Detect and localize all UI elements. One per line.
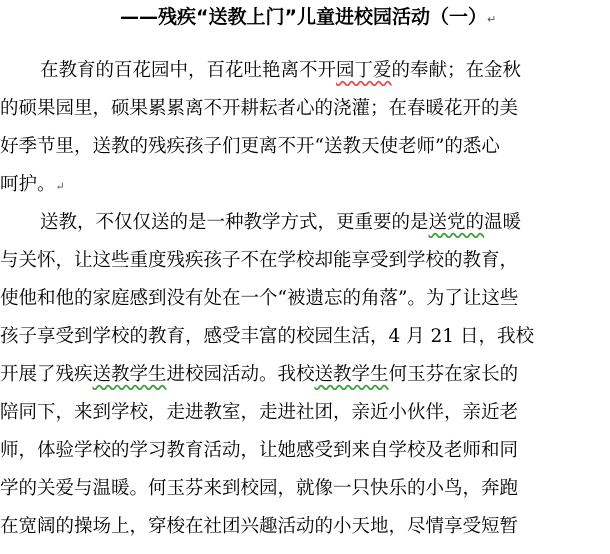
text-run: 在宽阔的操场上，穿梭在社团兴趣活动的小天地，尽情享受短暂 (0, 516, 519, 537)
text-line (0, 398, 610, 428)
text-run: 开展了残疾 (0, 364, 93, 385)
text-run: 陪同下，来到学校，走进教室，走进社团，亲近小伙伴，亲近老 (0, 402, 519, 423)
text-line (0, 360, 610, 390)
spellcheck-underlined-text: 送党的 (428, 212, 485, 233)
text-run: 进校园活动。我校 (166, 364, 315, 385)
text-run: 何玉芬在家长的 (388, 364, 519, 385)
text-line (0, 132, 610, 162)
spellcheck-underlined-text: 送教学生 (314, 364, 389, 385)
text-line (0, 94, 610, 124)
paragraph-mark-icon: ↵ (486, 13, 497, 26)
text-run: 与关怀，让这些重度残疾孩子不在学校却能享受到学校的教育， (0, 250, 519, 271)
text-run: 学的关爱与温暖。何玉芬来到校园，就像一只快乐的小鸟，奔跑 (0, 478, 519, 499)
text-run: 在教育的百花园中，百花吐艳离不开 (40, 60, 337, 81)
text-line (0, 208, 610, 238)
text-run: 使他和他的家庭感到没有处在一个“被遗忘的角落”。为了让这些 (0, 288, 519, 309)
text-run: 的硕果园里，硕果累累离不开耕耘者心的浇灌；在春暖花开的美 (0, 98, 519, 119)
text-line (0, 170, 610, 200)
text-run: 孩子享受到学校的教育，感受丰富的校园生活，4 月 21 日，我校 (0, 326, 534, 347)
text-line (0, 56, 610, 86)
text-run: 送教，不仅仅送的是一种教学方式，更重要的是 (40, 212, 429, 233)
spellcheck-underlined-text: 园丁爱 (336, 60, 392, 81)
document-title (120, 4, 600, 33)
text-line (0, 284, 610, 314)
text-run: 的奉献；在金秋 (391, 60, 522, 81)
text-line (0, 474, 610, 504)
text-run: 好季节里，送教的残疾孩子们更离不开“送教天使老师”的悉心 (0, 136, 500, 157)
text-run: 温暖 (484, 212, 522, 233)
text-run: 师，体验学校的学习教育活动，让她感受到来自学校及老师和同 (0, 440, 519, 461)
text-line (0, 246, 610, 276)
document-title-text: ——残疾“送教上门”儿童进校园活动（一） (120, 6, 487, 28)
text-line (0, 512, 610, 542)
paragraph-mark-icon: ↵ (55, 180, 65, 193)
spellcheck-underlined-text: 送教学生 (92, 364, 167, 385)
text-line (0, 322, 610, 352)
text-line (0, 436, 610, 466)
text-run: 呵护。 (0, 174, 56, 195)
